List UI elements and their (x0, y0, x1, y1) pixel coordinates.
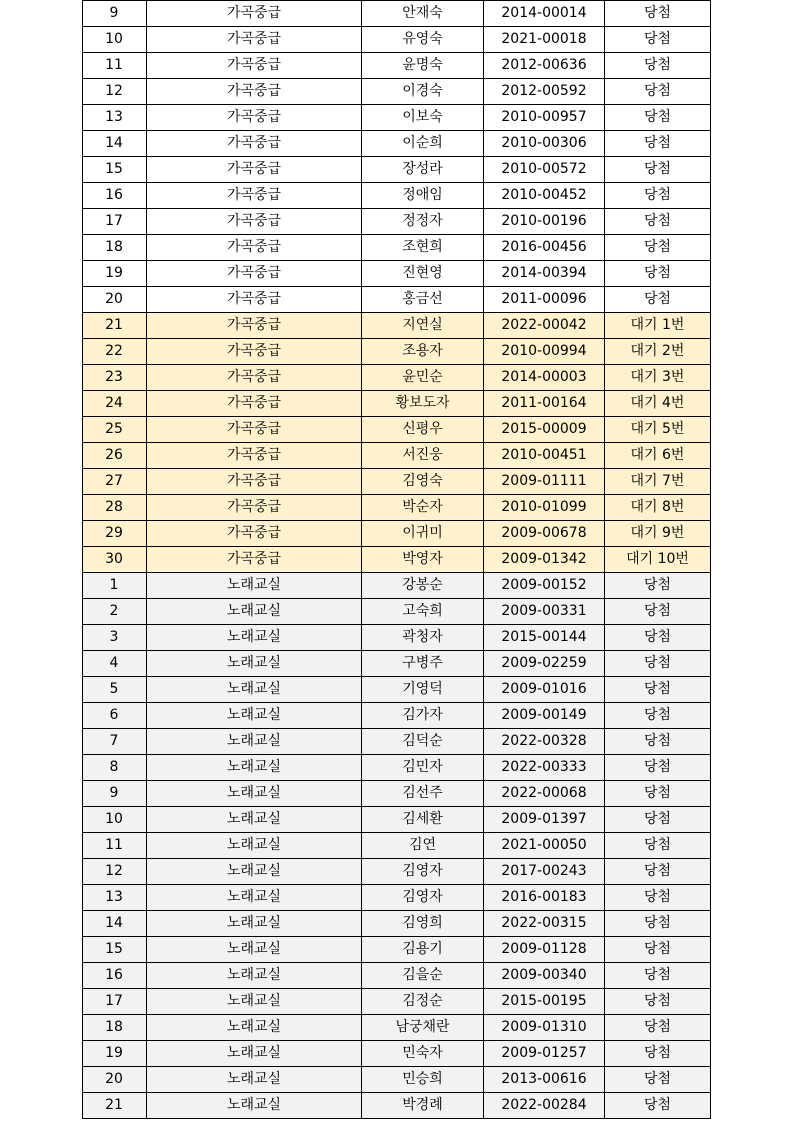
course-name-cell: 노래교실 (147, 625, 362, 651)
course-name-cell: 가곡중급 (147, 235, 362, 261)
course-name-cell: 노래교실 (147, 963, 362, 989)
applicant-name-cell: 김민자 (362, 755, 484, 781)
course-name-cell: 노래교실 (147, 573, 362, 599)
row-number-cell: 29 (83, 521, 147, 547)
lottery-result-cell: 당첨 (605, 53, 711, 79)
lottery-result-table (82, 0, 711, 1119)
member-id-cell: 2022-00333 (484, 755, 605, 781)
lottery-result-cell: 당첨 (605, 1093, 711, 1119)
lottery-result-cell: 당첨 (605, 235, 711, 261)
course-name-cell: 노래교실 (147, 755, 362, 781)
member-id-cell: 2011-00096 (484, 287, 605, 313)
lottery-result-cell: 당첨 (605, 859, 711, 885)
lottery-result-cell: 대기 10번 (605, 547, 711, 573)
row-number-cell: 1 (83, 573, 147, 599)
row-number-cell: 14 (83, 131, 147, 157)
course-name-cell: 노래교실 (147, 651, 362, 677)
row-number-cell: 9 (83, 1, 147, 27)
applicant-name-cell: 김덕순 (362, 729, 484, 755)
applicant-name-cell: 황보도자 (362, 391, 484, 417)
applicant-name-cell: 기영덕 (362, 677, 484, 703)
applicant-name-cell: 김영숙 (362, 469, 484, 495)
table-row (83, 1093, 711, 1119)
applicant-name-cell: 김영자 (362, 859, 484, 885)
lottery-result-cell: 대기 9번 (605, 521, 711, 547)
applicant-name-cell: 서진웅 (362, 443, 484, 469)
applicant-name-cell: 조용자 (362, 339, 484, 365)
table-row (83, 1041, 711, 1067)
row-number-cell: 13 (83, 105, 147, 131)
table-row (83, 495, 711, 521)
row-number-cell: 6 (83, 703, 147, 729)
row-number-cell: 20 (83, 287, 147, 313)
member-id-cell: 2010-01099 (484, 495, 605, 521)
row-number-cell: 30 (83, 547, 147, 573)
applicant-name-cell: 고숙희 (362, 599, 484, 625)
member-id-cell: 2010-00452 (484, 183, 605, 209)
applicant-name-cell: 진현영 (362, 261, 484, 287)
row-number-cell: 8 (83, 755, 147, 781)
course-name-cell: 노래교실 (147, 729, 362, 755)
member-id-cell: 2010-00306 (484, 131, 605, 157)
member-id-cell: 2009-00149 (484, 703, 605, 729)
member-id-cell: 2014-00394 (484, 261, 605, 287)
table-row (83, 339, 711, 365)
table-row (83, 27, 711, 53)
row-number-cell: 9 (83, 781, 147, 807)
table-row (83, 183, 711, 209)
lottery-result-cell: 당첨 (605, 157, 711, 183)
table-row (83, 677, 711, 703)
lottery-result-cell: 당첨 (605, 651, 711, 677)
lottery-result-cell: 당첨 (605, 1, 711, 27)
course-name-cell: 가곡중급 (147, 27, 362, 53)
table-row (83, 937, 711, 963)
course-name-cell: 가곡중급 (147, 131, 362, 157)
applicant-name-cell: 조현희 (362, 235, 484, 261)
member-id-cell: 2009-00331 (484, 599, 605, 625)
row-number-cell: 16 (83, 183, 147, 209)
applicant-name-cell: 장성라 (362, 157, 484, 183)
course-name-cell: 노래교실 (147, 677, 362, 703)
lottery-result-cell: 당첨 (605, 27, 711, 53)
row-number-cell: 28 (83, 495, 147, 521)
applicant-name-cell: 남궁채란 (362, 1015, 484, 1041)
lottery-result-cell: 당첨 (605, 989, 711, 1015)
table-row (83, 703, 711, 729)
lottery-result-cell: 당첨 (605, 209, 711, 235)
lottery-result-cell: 당첨 (605, 131, 711, 157)
table-row (83, 1, 711, 27)
row-number-cell: 11 (83, 833, 147, 859)
applicant-name-cell: 윤민순 (362, 365, 484, 391)
lottery-result-cell: 당첨 (605, 1041, 711, 1067)
table-row (83, 625, 711, 651)
member-id-cell: 2016-00456 (484, 235, 605, 261)
member-id-cell: 2016-00183 (484, 885, 605, 911)
table-row (83, 53, 711, 79)
member-id-cell: 2022-00328 (484, 729, 605, 755)
row-number-cell: 11 (83, 53, 147, 79)
applicant-name-cell: 김가자 (362, 703, 484, 729)
lottery-result-cell: 당첨 (605, 703, 711, 729)
row-number-cell: 21 (83, 1093, 147, 1119)
course-name-cell: 노래교실 (147, 885, 362, 911)
lottery-result-cell: 대기 2번 (605, 339, 711, 365)
course-name-cell: 노래교실 (147, 937, 362, 963)
row-number-cell: 16 (83, 963, 147, 989)
applicant-name-cell: 김선주 (362, 781, 484, 807)
lottery-result-cell: 당첨 (605, 1067, 711, 1093)
table-row (83, 547, 711, 573)
member-id-cell: 2009-02259 (484, 651, 605, 677)
applicant-name-cell: 김세환 (362, 807, 484, 833)
course-name-cell: 노래교실 (147, 833, 362, 859)
row-number-cell: 24 (83, 391, 147, 417)
applicant-name-cell: 이귀미 (362, 521, 484, 547)
applicant-name-cell: 민승희 (362, 1067, 484, 1093)
applicant-name-cell: 민숙자 (362, 1041, 484, 1067)
member-id-cell: 2010-00196 (484, 209, 605, 235)
row-number-cell: 10 (83, 807, 147, 833)
lottery-result-cell: 당첨 (605, 755, 711, 781)
member-id-cell: 2017-00243 (484, 859, 605, 885)
lottery-result-cell: 당첨 (605, 677, 711, 703)
member-id-cell: 2009-01342 (484, 547, 605, 573)
applicant-name-cell: 박경례 (362, 1093, 484, 1119)
row-number-cell: 12 (83, 79, 147, 105)
course-name-cell: 가곡중급 (147, 417, 362, 443)
applicant-name-cell: 정정자 (362, 209, 484, 235)
member-id-cell: 2009-00340 (484, 963, 605, 989)
applicant-name-cell: 강봉순 (362, 573, 484, 599)
applicant-name-cell: 홍금선 (362, 287, 484, 313)
lottery-result-cell: 당첨 (605, 79, 711, 105)
table-row (83, 755, 711, 781)
table-row (83, 105, 711, 131)
row-number-cell: 19 (83, 1041, 147, 1067)
applicant-name-cell: 신평우 (362, 417, 484, 443)
member-id-cell: 2010-00957 (484, 105, 605, 131)
applicant-name-cell: 박순자 (362, 495, 484, 521)
lottery-result-cell: 대기 3번 (605, 365, 711, 391)
applicant-name-cell: 정애임 (362, 183, 484, 209)
applicant-name-cell: 이보숙 (362, 105, 484, 131)
table-row (83, 963, 711, 989)
table-row (83, 911, 711, 937)
lottery-result-cell: 당첨 (605, 625, 711, 651)
member-id-cell: 2009-01397 (484, 807, 605, 833)
course-name-cell: 가곡중급 (147, 1, 362, 27)
applicant-name-cell: 김영희 (362, 911, 484, 937)
row-number-cell: 15 (83, 157, 147, 183)
row-number-cell: 17 (83, 209, 147, 235)
applicant-name-cell: 김연 (362, 833, 484, 859)
row-number-cell: 17 (83, 989, 147, 1015)
applicant-name-cell: 김영자 (362, 885, 484, 911)
course-name-cell: 노래교실 (147, 989, 362, 1015)
course-name-cell: 가곡중급 (147, 183, 362, 209)
member-id-cell: 2022-00042 (484, 313, 605, 339)
course-name-cell: 가곡중급 (147, 547, 362, 573)
row-number-cell: 3 (83, 625, 147, 651)
table-row (83, 651, 711, 677)
row-number-cell: 25 (83, 417, 147, 443)
table-row (83, 365, 711, 391)
row-number-cell: 27 (83, 469, 147, 495)
course-name-cell: 가곡중급 (147, 313, 362, 339)
lottery-result-cell: 당첨 (605, 911, 711, 937)
course-name-cell: 가곡중급 (147, 287, 362, 313)
table-row (83, 235, 711, 261)
table-row (83, 131, 711, 157)
lottery-result-cell: 당첨 (605, 105, 711, 131)
table-row (83, 521, 711, 547)
applicant-name-cell: 이경숙 (362, 79, 484, 105)
course-name-cell: 가곡중급 (147, 391, 362, 417)
applicant-name-cell: 유영숙 (362, 27, 484, 53)
course-name-cell: 노래교실 (147, 781, 362, 807)
lottery-result-cell: 당첨 (605, 807, 711, 833)
course-name-cell: 가곡중급 (147, 157, 362, 183)
member-id-cell: 2012-00592 (484, 79, 605, 105)
row-number-cell: 12 (83, 859, 147, 885)
row-number-cell: 14 (83, 911, 147, 937)
table-row (83, 261, 711, 287)
row-number-cell: 18 (83, 1015, 147, 1041)
table-row (83, 781, 711, 807)
table-row (83, 391, 711, 417)
member-id-cell: 2015-00144 (484, 625, 605, 651)
lottery-result-cell: 당첨 (605, 573, 711, 599)
applicant-name-cell: 안재숙 (362, 1, 484, 27)
lottery-result-cell: 대기 1번 (605, 313, 711, 339)
table-row (83, 729, 711, 755)
applicant-name-cell: 윤명숙 (362, 53, 484, 79)
row-number-cell: 5 (83, 677, 147, 703)
course-name-cell: 가곡중급 (147, 53, 362, 79)
table-row (83, 79, 711, 105)
applicant-name-cell: 곽청자 (362, 625, 484, 651)
course-name-cell: 노래교실 (147, 599, 362, 625)
row-number-cell: 2 (83, 599, 147, 625)
member-id-cell: 2014-00003 (484, 365, 605, 391)
applicant-name-cell: 김용기 (362, 937, 484, 963)
course-name-cell: 노래교실 (147, 859, 362, 885)
table-row (83, 417, 711, 443)
member-id-cell: 2015-00195 (484, 989, 605, 1015)
course-name-cell: 가곡중급 (147, 365, 362, 391)
member-id-cell: 2009-00678 (484, 521, 605, 547)
member-id-cell: 2010-00572 (484, 157, 605, 183)
lottery-result-cell: 당첨 (605, 1015, 711, 1041)
row-number-cell: 20 (83, 1067, 147, 1093)
table-row (83, 885, 711, 911)
lottery-result-cell: 당첨 (605, 261, 711, 287)
lottery-result-cell: 당첨 (605, 287, 711, 313)
course-name-cell: 노래교실 (147, 1067, 362, 1093)
table-row (83, 573, 711, 599)
member-id-cell: 2010-00994 (484, 339, 605, 365)
table-row (83, 807, 711, 833)
member-id-cell: 2022-00284 (484, 1093, 605, 1119)
applicant-name-cell: 지연실 (362, 313, 484, 339)
row-number-cell: 26 (83, 443, 147, 469)
member-id-cell: 2022-00068 (484, 781, 605, 807)
lottery-result-cell: 당첨 (605, 183, 711, 209)
course-name-cell: 노래교실 (147, 1093, 362, 1119)
applicant-name-cell: 김을순 (362, 963, 484, 989)
applicant-name-cell: 박영자 (362, 547, 484, 573)
course-name-cell: 노래교실 (147, 1041, 362, 1067)
course-name-cell: 가곡중급 (147, 261, 362, 287)
lottery-result-cell: 대기 8번 (605, 495, 711, 521)
member-id-cell: 2014-00014 (484, 1, 605, 27)
lottery-result-cell: 당첨 (605, 599, 711, 625)
lottery-result-cell: 당첨 (605, 885, 711, 911)
course-name-cell: 가곡중급 (147, 521, 362, 547)
course-name-cell: 노래교실 (147, 703, 362, 729)
table-row (83, 599, 711, 625)
member-id-cell: 2010-00451 (484, 443, 605, 469)
applicant-name-cell: 김정순 (362, 989, 484, 1015)
course-name-cell: 가곡중급 (147, 339, 362, 365)
row-number-cell: 21 (83, 313, 147, 339)
lottery-result-cell: 대기 4번 (605, 391, 711, 417)
member-id-cell: 2009-01257 (484, 1041, 605, 1067)
row-number-cell: 18 (83, 235, 147, 261)
course-name-cell: 가곡중급 (147, 105, 362, 131)
course-name-cell: 가곡중급 (147, 209, 362, 235)
member-id-cell: 2009-00152 (484, 573, 605, 599)
lottery-result-cell: 대기 5번 (605, 417, 711, 443)
course-name-cell: 노래교실 (147, 807, 362, 833)
member-id-cell: 2009-01016 (484, 677, 605, 703)
applicant-name-cell: 구병주 (362, 651, 484, 677)
table-row (83, 313, 711, 339)
lottery-result-cell: 당첨 (605, 963, 711, 989)
row-number-cell: 10 (83, 27, 147, 53)
member-id-cell: 2013-00616 (484, 1067, 605, 1093)
member-id-cell: 2021-00018 (484, 27, 605, 53)
table-body (83, 1, 711, 1119)
row-number-cell: 15 (83, 937, 147, 963)
course-name-cell: 가곡중급 (147, 79, 362, 105)
lottery-result-cell: 당첨 (605, 937, 711, 963)
member-id-cell: 2012-00636 (484, 53, 605, 79)
lottery-result-cell: 당첨 (605, 833, 711, 859)
table-row (83, 287, 711, 313)
member-id-cell: 2009-01111 (484, 469, 605, 495)
table-row (83, 469, 711, 495)
lottery-result-cell: 당첨 (605, 729, 711, 755)
row-number-cell: 4 (83, 651, 147, 677)
member-id-cell: 2009-01128 (484, 937, 605, 963)
lottery-result-cell: 대기 7번 (605, 469, 711, 495)
table-row (83, 209, 711, 235)
row-number-cell: 13 (83, 885, 147, 911)
table-row (83, 443, 711, 469)
member-id-cell: 2009-01310 (484, 1015, 605, 1041)
table-row (83, 989, 711, 1015)
lottery-result-cell: 당첨 (605, 781, 711, 807)
table-row (83, 157, 711, 183)
table-row (83, 1015, 711, 1041)
table-row (83, 833, 711, 859)
row-number-cell: 19 (83, 261, 147, 287)
member-id-cell: 2011-00164 (484, 391, 605, 417)
member-id-cell: 2022-00315 (484, 911, 605, 937)
course-name-cell: 가곡중급 (147, 469, 362, 495)
table-row (83, 1067, 711, 1093)
course-name-cell: 가곡중급 (147, 443, 362, 469)
row-number-cell: 23 (83, 365, 147, 391)
course-name-cell: 노래교실 (147, 911, 362, 937)
course-name-cell: 가곡중급 (147, 495, 362, 521)
row-number-cell: 7 (83, 729, 147, 755)
lottery-result-cell: 대기 6번 (605, 443, 711, 469)
row-number-cell: 22 (83, 339, 147, 365)
table-row (83, 859, 711, 885)
course-name-cell: 노래교실 (147, 1015, 362, 1041)
applicant-name-cell: 이순희 (362, 131, 484, 157)
member-id-cell: 2021-00050 (484, 833, 605, 859)
member-id-cell: 2015-00009 (484, 417, 605, 443)
